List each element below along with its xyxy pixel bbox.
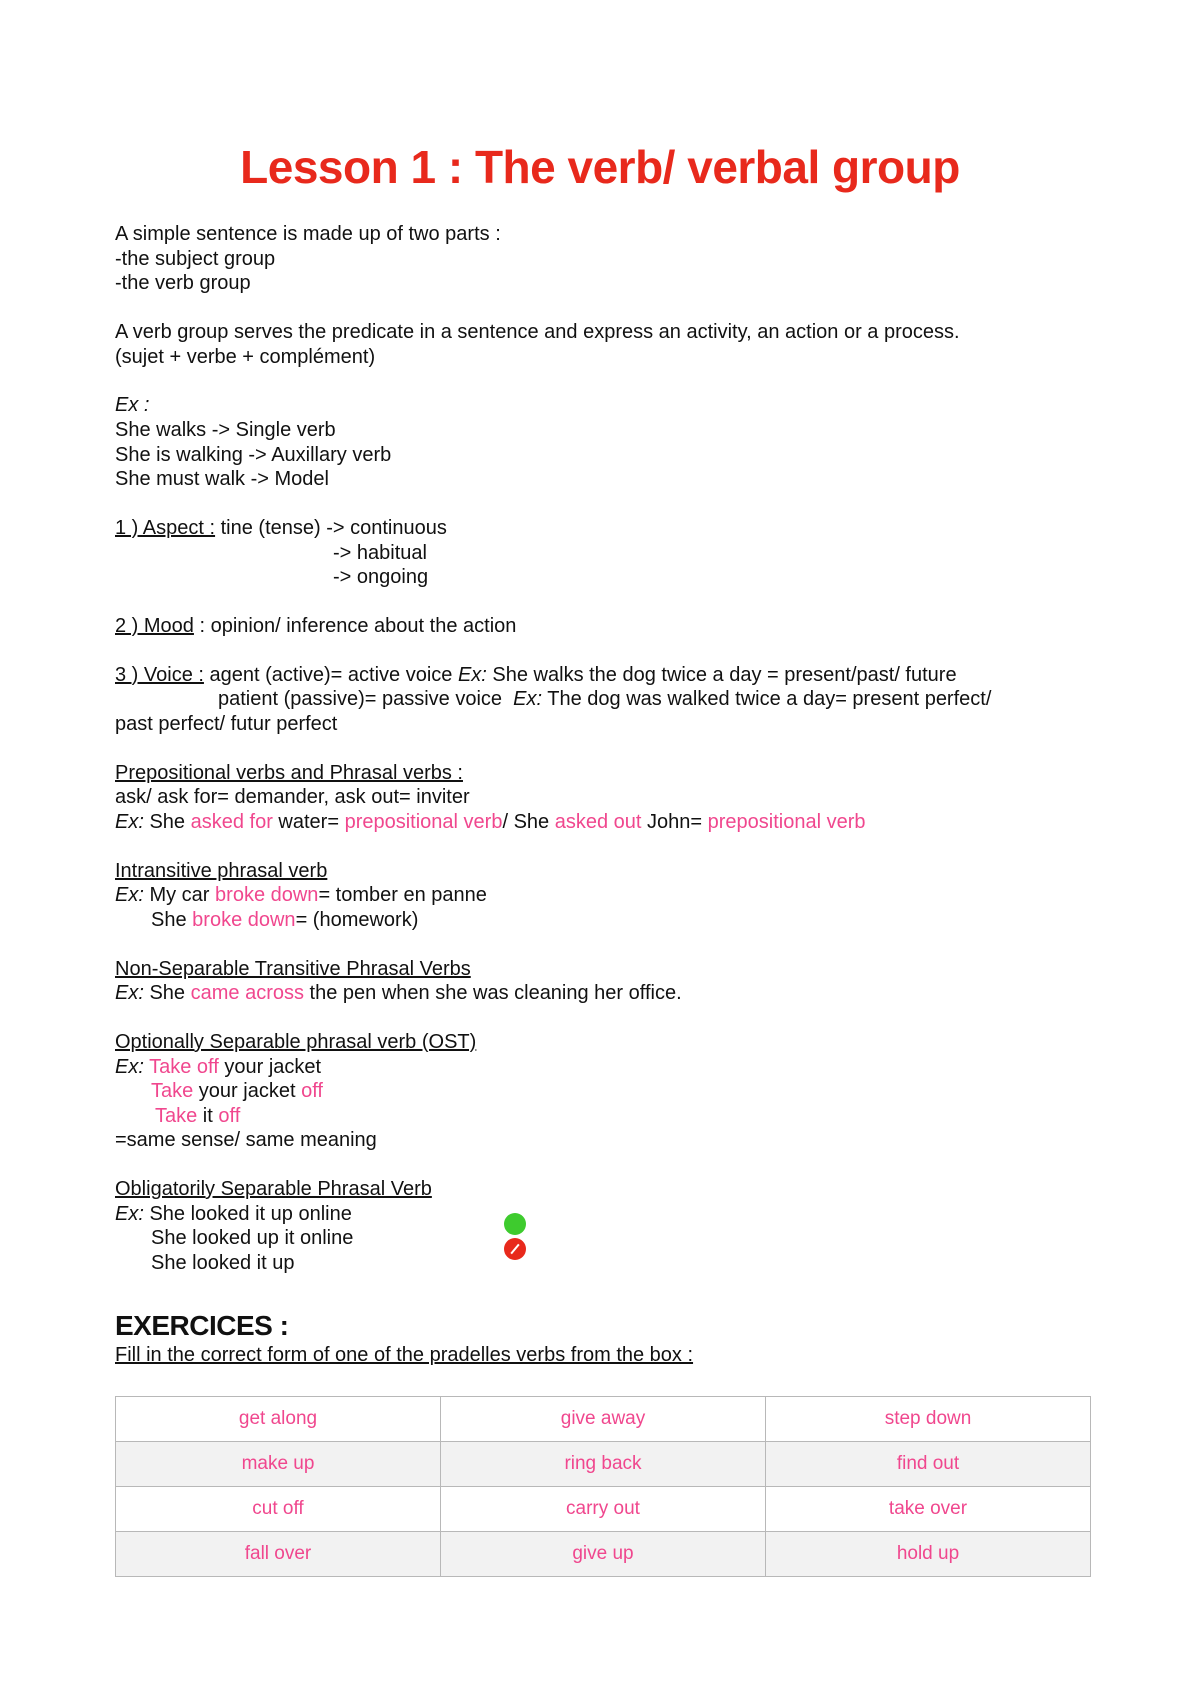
verb-group-line: A verb group serves the predicate in a sentence and express an activity, an action or a process. xyxy=(115,320,960,343)
optionally-heading: Optionally Separable phrasal verb (OST) xyxy=(115,1030,477,1053)
intro-line: -the subject group xyxy=(115,247,276,270)
optionally-example xyxy=(115,1104,1105,1129)
voice-text: She walks the dog twice a day = present/past/ future xyxy=(486,663,957,686)
text: = (homework) xyxy=(295,908,419,931)
obligatorily-example: She looked up it online xyxy=(151,1227,354,1250)
intransitive-example xyxy=(115,883,1105,908)
table-row xyxy=(116,1442,1091,1487)
optionally-example xyxy=(115,1079,1105,1104)
voice-text: The dog was walked twice a day= present perfect/ xyxy=(542,688,992,711)
intransitive-heading: Intransitive phrasal verb xyxy=(115,859,328,882)
highlight: off xyxy=(218,1104,241,1127)
optionally-example xyxy=(115,1055,1105,1080)
highlight: Take off xyxy=(149,1055,219,1078)
table-cell: get along xyxy=(116,1397,441,1442)
ex-label: Ex: xyxy=(513,688,543,711)
ex-label: Ex: xyxy=(115,1055,144,1078)
table-cell: ring back xyxy=(441,1442,766,1487)
aspect-heading: 1 ) Aspect : xyxy=(115,516,216,539)
ex-label: Ex: xyxy=(457,663,487,686)
voice-line: past perfect/ futur perfect xyxy=(115,712,338,735)
voice-text: agent (active)= active voice xyxy=(203,663,458,686)
voice-line xyxy=(115,663,1105,688)
text: She xyxy=(143,810,191,833)
table-row xyxy=(116,1532,1091,1577)
text: My car xyxy=(143,884,216,907)
text: She looked it up online xyxy=(143,1202,352,1225)
text: She xyxy=(151,908,193,931)
prepositional-line: ask/ ask for= demander, ask out= inviter xyxy=(115,786,470,809)
aspect-line: -> ongoing xyxy=(333,566,429,589)
ex-label: Ex: xyxy=(115,982,144,1005)
table-cell: hold up xyxy=(766,1532,1091,1577)
highlight: asked for xyxy=(190,810,273,833)
cross-circle-icon xyxy=(504,1238,526,1260)
non-separable-heading: Non-Separable Transitive Phrasal Verbs xyxy=(115,957,471,980)
mood-line xyxy=(115,614,1105,639)
text: / She xyxy=(502,810,555,833)
text: it xyxy=(197,1104,219,1127)
table-cell: carry out xyxy=(441,1487,766,1532)
mood-heading: 2 ) Mood xyxy=(115,614,194,637)
table-cell: step down xyxy=(766,1397,1091,1442)
text: the pen when she was cleaning her office. xyxy=(303,982,682,1005)
text: = tomber en panne xyxy=(318,884,487,907)
exercises-title: EXERCICES : xyxy=(115,1310,289,1341)
exercises-instruction: Fill in the correct form of one of the pradelles verbs from the box : xyxy=(115,1344,694,1366)
intro-line: A simple sentence is made up of two parts : xyxy=(115,223,501,245)
highlight: Take xyxy=(151,1080,194,1103)
aspect-line: -> habitual xyxy=(333,541,427,564)
voice-text: patient (passive)= passive voice xyxy=(218,688,514,711)
voice-heading: 3 ) Voice : xyxy=(115,663,204,686)
text: your jacket xyxy=(218,1055,322,1078)
highlight: prepositional verb xyxy=(707,810,866,833)
example-line: She is walking -> Auxillary verb xyxy=(115,443,392,466)
highlight: Take xyxy=(155,1104,198,1127)
text: John= xyxy=(641,810,708,833)
intransitive-example xyxy=(115,908,1105,933)
aspect-text: tine (tense) -> continuous xyxy=(215,516,447,539)
lesson-body xyxy=(115,222,1105,1275)
non-separable-example xyxy=(115,981,1105,1006)
voice-line xyxy=(115,687,1105,712)
highlight: asked out xyxy=(554,810,642,833)
table-cell: give up xyxy=(441,1532,766,1577)
highlight: off xyxy=(301,1080,323,1103)
highlight: broke down xyxy=(192,908,296,931)
example-line: She must walk -> Model xyxy=(115,468,329,491)
highlight: prepositional verb xyxy=(344,810,503,833)
text: She xyxy=(143,982,191,1005)
table-row xyxy=(116,1487,1091,1532)
page-title: Lesson 1 : The verb/ verbal group xyxy=(240,141,960,193)
obligatorily-example: She looked it up xyxy=(151,1251,295,1274)
ex-label: Ex: xyxy=(115,884,144,907)
table-cell: fall over xyxy=(116,1532,441,1577)
table-cell: give away xyxy=(441,1397,766,1442)
intro-line: -the verb group xyxy=(115,272,251,295)
prepositional-heading: Prepositional verbs and Phrasal verbs : xyxy=(115,761,463,784)
table-cell: make up xyxy=(116,1442,441,1487)
table-cell: cut off xyxy=(116,1487,441,1532)
optionally-line: =same sense/ same meaning xyxy=(115,1129,377,1152)
highlight: broke down xyxy=(215,884,319,907)
obligatorily-example xyxy=(115,1202,1105,1227)
example-label: Ex : xyxy=(115,394,150,417)
mood-text: : opinion/ inference about the action xyxy=(193,614,517,637)
ex-label: Ex: xyxy=(115,810,144,833)
table-cell: take over xyxy=(766,1487,1091,1532)
check-circle-icon xyxy=(504,1213,526,1235)
prepositional-example xyxy=(115,810,1105,835)
text: water= xyxy=(272,810,345,833)
aspect-line xyxy=(115,516,1105,541)
obligatorily-heading: Obligatorily Separable Phrasal Verb xyxy=(115,1178,432,1201)
table-cell: find out xyxy=(766,1442,1091,1487)
text: your jacket xyxy=(193,1080,302,1103)
verbs-box-table xyxy=(115,1396,1091,1577)
example-line: She walks -> Single verb xyxy=(115,418,336,441)
table-row xyxy=(116,1397,1091,1442)
verb-group-line: (sujet + verbe + complément) xyxy=(115,345,376,368)
highlight: came across xyxy=(190,982,304,1005)
ex-label: Ex: xyxy=(115,1202,144,1225)
